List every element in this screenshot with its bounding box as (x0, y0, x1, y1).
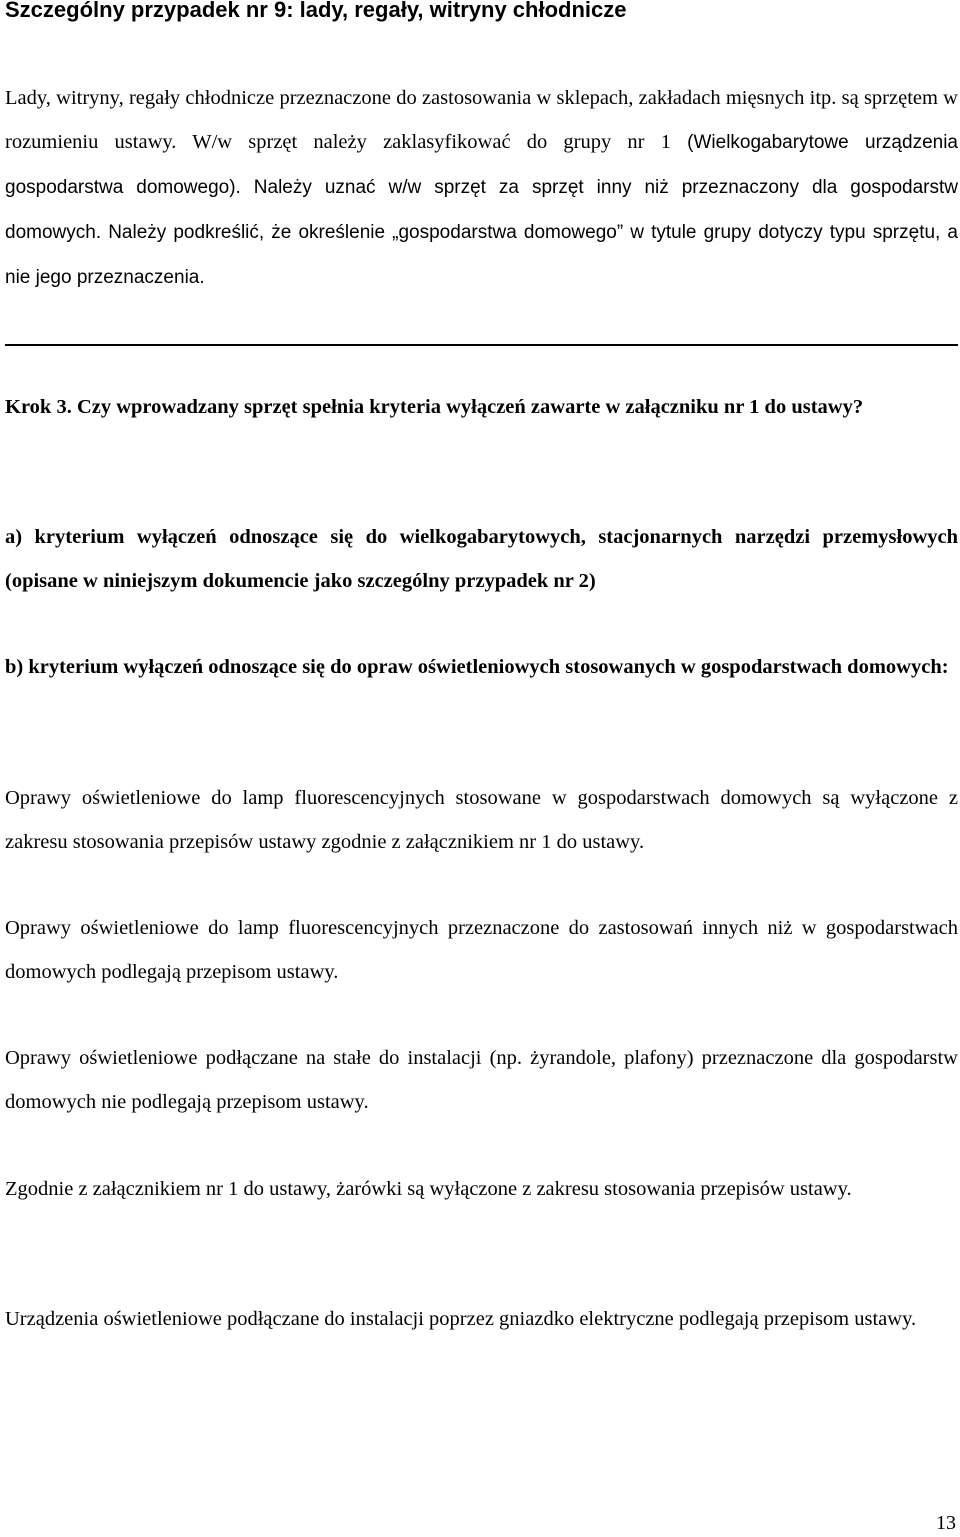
step-heading: Krok 3. Czy wprowadzany sprzęt spełnia kryteria wyłączeń zawarte w załączniku nr 1 do ustawy? (5, 396, 864, 418)
case-title: Szczególny przypadek nr 9: lady, regały, witryny chłodnicze (5, 0, 627, 22)
criterion-b: b) kryterium wyłączeń odnoszące się do opraw oświetleniowych stosowanych w gospodarstwach domowych: (5, 656, 949, 678)
paragraph-fixed-fixtures: Oprawy oświetleniowe podłączane na stałe do instalacji (np. żyrandole, plafony) przeznaczone dla gospodarstw domowych nie podlegają przepisom ustawy. (5, 1047, 958, 1113)
criterion-a: a) kryterium wyłączeń odnoszące się do wielkogabarytowych, stacjonarnych narzędzi przemysłowych (opisane w niniejszym dokumencie jako szczególny przypadek nr 2) (5, 526, 958, 592)
paragraph-fluorescent-household: Oprawy oświetleniowe do lamp fluorescencyjnych stosowane w gospodarstwach domowych są wyłączone z zakresu stosowania przepisów ustawy zgodnie z załącznikiem nr 1 do ustawy. (5, 787, 958, 853)
paragraph-bulbs: Zgodnie z załącznikiem nr 1 do ustawy, żarówki są wyłączone z zakresu stosowania przepisów ustawy. (5, 1178, 852, 1200)
page-number: 13 (936, 1512, 956, 1534)
intro-text-serif: Lady, witryny, regały chłodnicze przeznaczone do zastosowania w sklepach, zakładach mięsnych itp. są sprzętem w rozumieniu ustawy. W/w sprzęt należy zaklasyfikować do grupy nr 1 (5, 87, 958, 153)
paragraph-fluorescent-other: Oprawy oświetleniowe do lamp fluorescencyjnych przeznaczone do zastosowań innych niż w gospodarstwach domowych podlegają przepisom ustawy. (5, 917, 958, 983)
paragraph-socket-devices: Urządzenia oświetleniowe podłączane do instalacji poprzez gniazdko elektryczne podlegają przepisom ustawy. (5, 1308, 917, 1330)
intro-text-sans: (Wielkogabarytowe urządzenia gospodarstwa domowego). Należy uznać w/w sprzęt za sprzęt inny niż przeznaczony dla gospodarstw domowych. Należy podkreślić, że określenie „gospodarstwa domowego” w tytule grupy dotyczy typu sprzętu, a nie jego przeznaczenia. (5, 132, 958, 288)
section-divider (5, 344, 958, 346)
intro-paragraph (5, 76, 958, 300)
